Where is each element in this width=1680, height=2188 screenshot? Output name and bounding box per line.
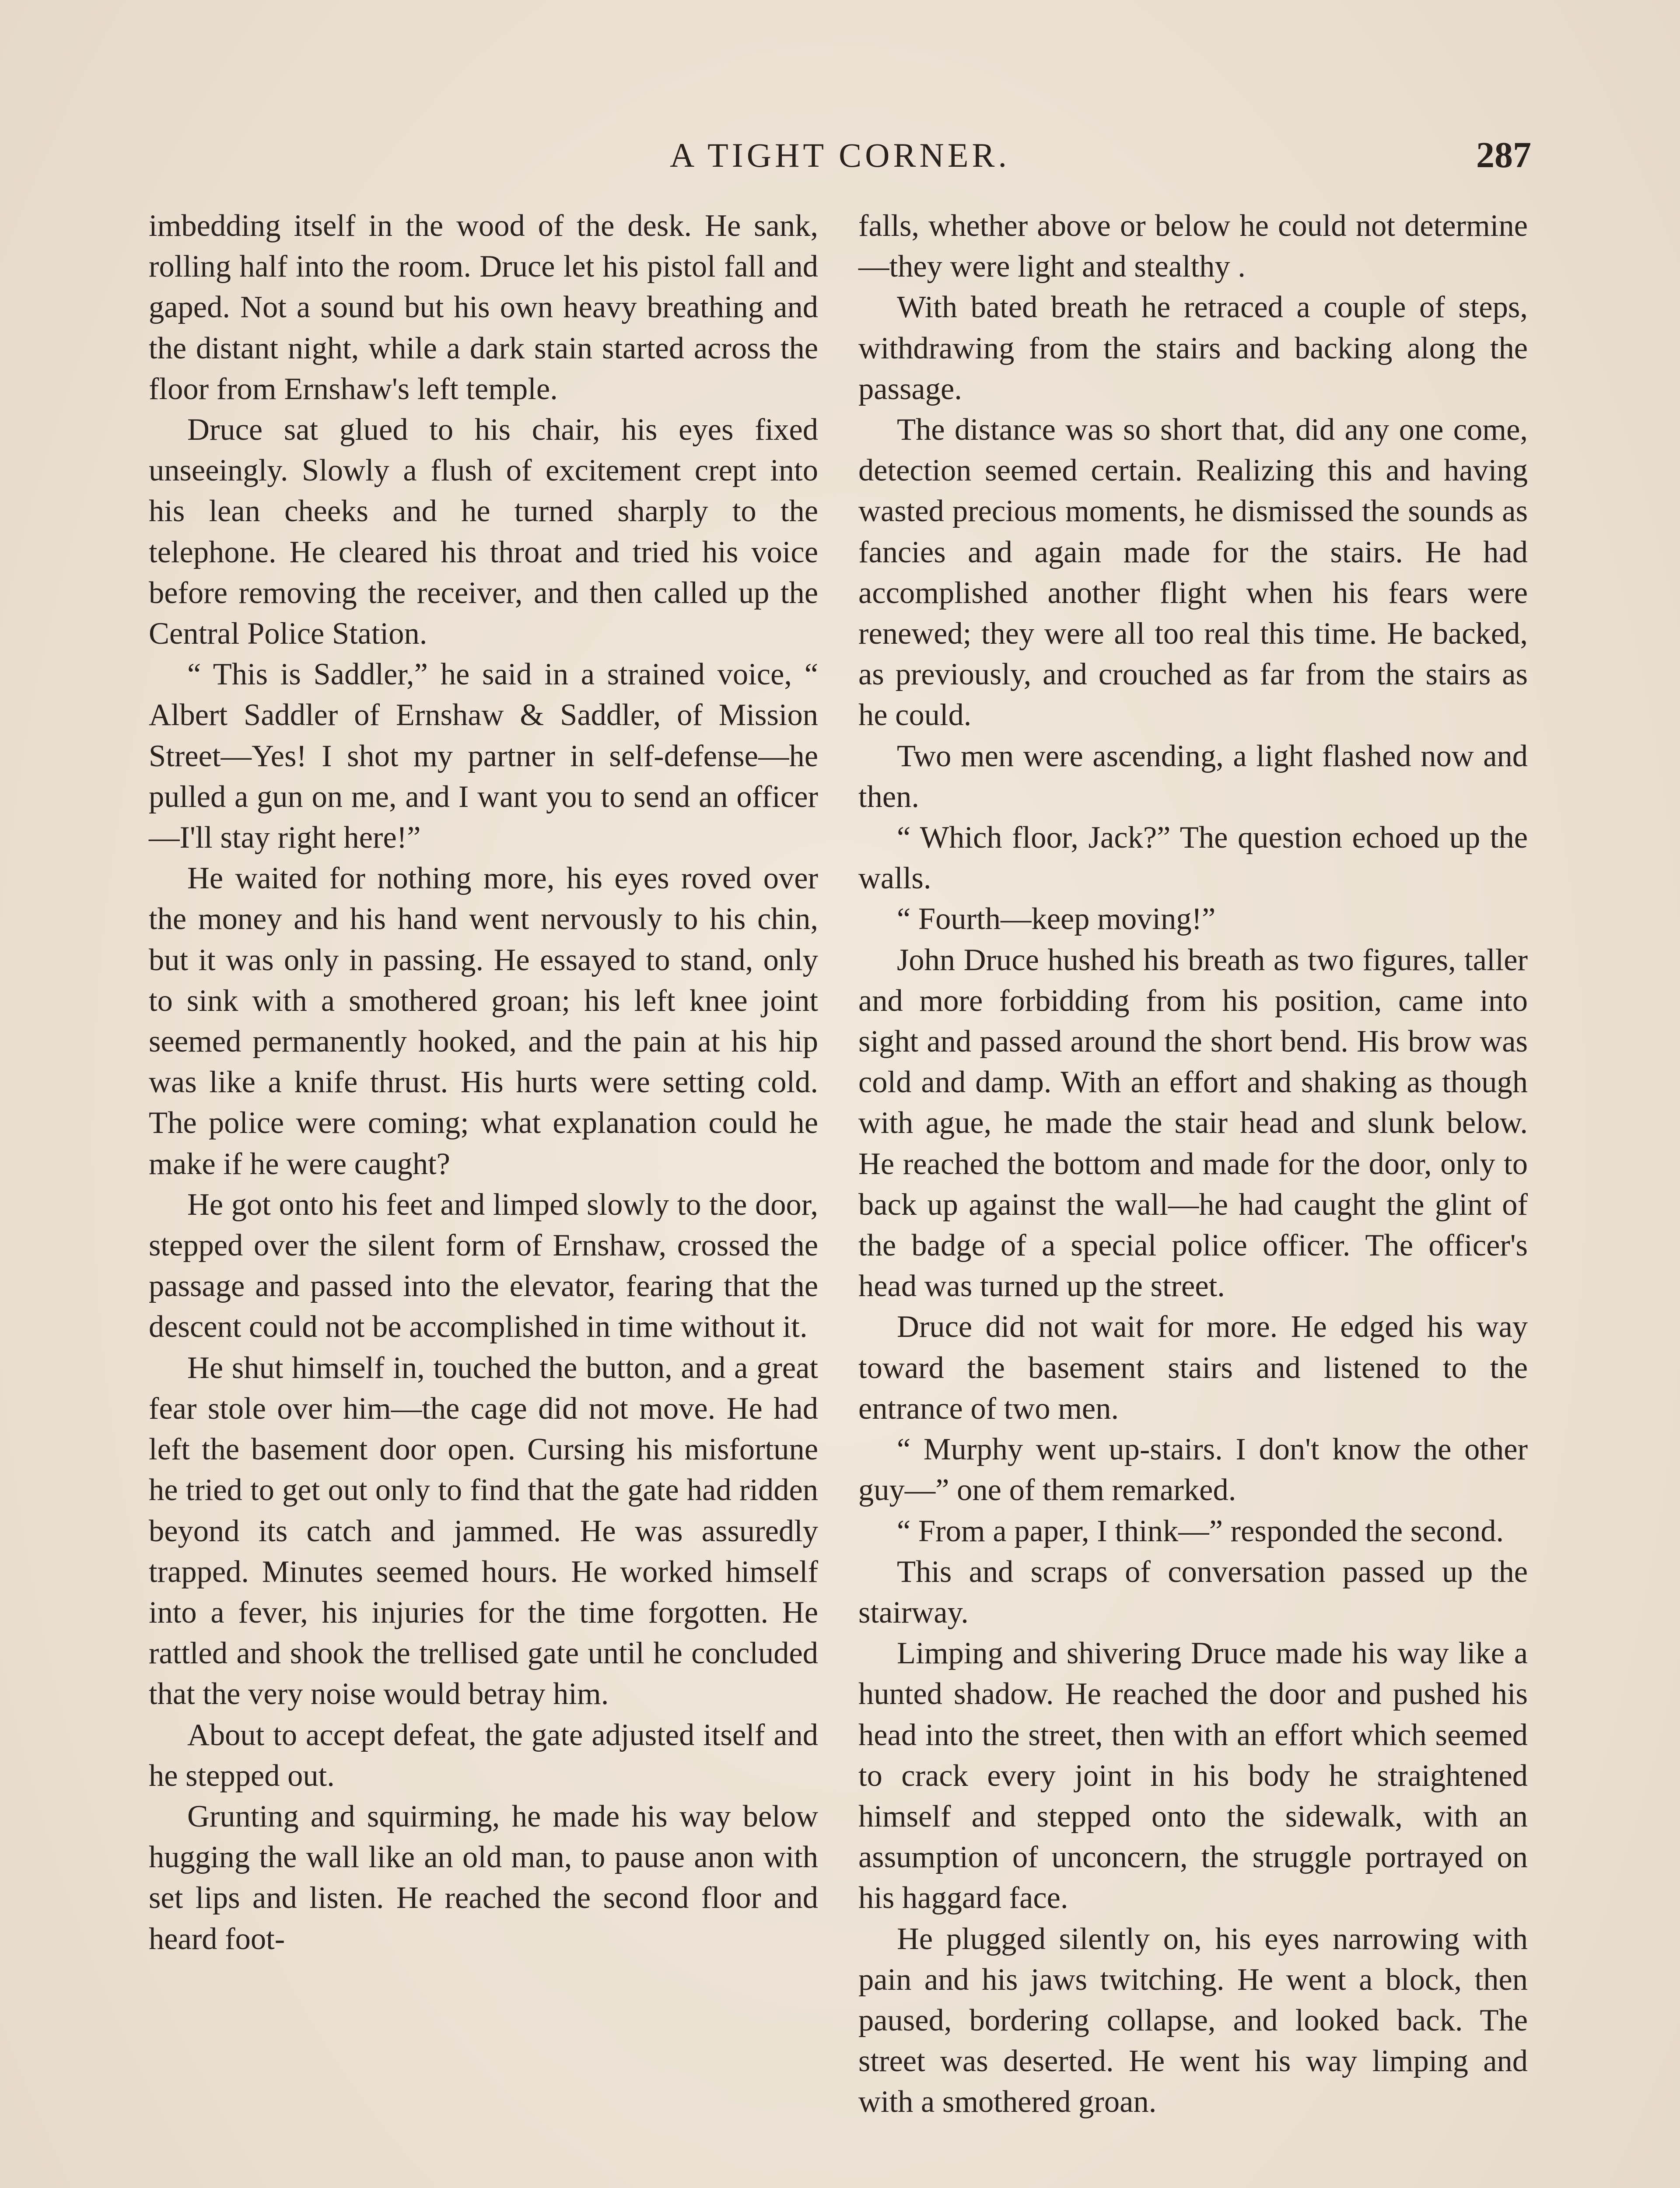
paragraph: He plugged silently on, his eyes narrowing with pain and his jaws twitching. He went a block, then paused, bordering collapse, and looked back. The street was deserted. He went his way limping and with a smothered groan. xyxy=(858,1922,1528,2119)
paragraph: Druce did not wait for more. He edged his way toward the basement stairs and listened to the entrance of two men. xyxy=(858,1310,1528,1426)
text-column-right xyxy=(858,206,1528,2123)
paragraph: He shut himself in, touched the button, and a great fear stole over him—the cage did not move. He had left the basement door open. Cursing his misfortune he tried to get out only to find that the gate had ridden beyond its catch and jammed. He was assuredly trapped. Minutes seemed hours. He worked himself into a fever, his injuries for the time forgotten. He rattled and shook the trellised gate until he concluded that the very noise would betray him. xyxy=(149,1350,818,1711)
paragraph: “ Which floor, Jack?” The question echoed up the walls. xyxy=(858,820,1528,896)
paragraph: Grunting and squirming, he made his way below hugging the wall like an old man, to pause anon with set lips and listen. He reached the second floor and heard foot- xyxy=(149,1799,818,1956)
paragraph: “ From a paper, I think—” responded the second. xyxy=(897,1514,1504,1548)
paragraph: falls, whether above or below he could not determine—they were light and stealthy . xyxy=(858,209,1528,284)
page-number: 287 xyxy=(1476,135,1531,175)
paragraph: He got onto his feet and limped slowly to the door, stepped over the silent form of Ernshaw, crossed the passage and passed into the elevator, fearing that the descent could not be accomplished in time without it. xyxy=(149,1187,818,1344)
page-header xyxy=(149,131,1531,179)
paragraph: He waited for nothing more, his eyes roved over the money and his hand went nervously to his chin, but it was only in passing. He essayed to stand, only to sink with a smothered groan; his left knee joint seemed permanently hooked, and the pain at his hip was like a knife thrust. His hurts were setting cold. The police were coming; what explanation could he make if he were caught? xyxy=(149,861,818,1181)
paragraph: “ This is Saddler,” he said in a strained voice, “ Albert Saddler of Ernshaw & Saddler, of Mission Street—Yes! I shot my partner in self-defense—he pulled a gun on me, and I want you to send an officer—I'll stay right here!” xyxy=(149,657,818,855)
paragraph: John Druce hushed his breath as two figures, taller and more forbidding from his position, came into sight and passed around the short bend. His brow was cold and damp. With an effort and shaking as though with ague, he made the stair head and slunk below. He reached the bottom and made for the door, only to back up against the wall—he had caught the glint of the badge of a special police officer. The officer's head was turned up the street. xyxy=(858,943,1528,1304)
paragraph: “ Murphy went up-stairs. I don't know the other guy—” one of them remarked. xyxy=(858,1432,1528,1508)
paragraph: With bated breath he retraced a couple of steps, withdrawing from the stairs and backing along the passage. xyxy=(858,290,1528,406)
paragraph: “ Fourth—keep moving!” xyxy=(897,902,1216,936)
text-column-left xyxy=(149,206,818,1960)
paragraph: The distance was so short that, did any one come, detection seemed certain. Realizing this and having wasted precious moments, he dismissed the sounds as fancies and again made for the stairs. He had accomplished another flight when his fears were renewed; they were all too real this time. He backed, as previously, and crouched as far from the stairs as he could. xyxy=(858,413,1528,733)
paragraph: Limping and shivering Druce made his way like a hunted shadow. He reached the door and pushed his head into the street, then with an effort which seemed to crack every joint in his body he straightened himself and stepped onto the sidewalk, with an assumption of unconcern, the struggle portrayed on his haggard face. xyxy=(858,1636,1528,1915)
running-title: A TIGHT CORNER. xyxy=(669,136,1010,174)
paragraph: This and scraps of conversation passed up the stairway. xyxy=(858,1554,1528,1630)
paragraph: Two men were ascending, a light flashed now and then. xyxy=(858,739,1528,814)
paragraph: About to accept defeat, the gate adjusted itself and he stepped out. xyxy=(149,1718,818,1793)
paragraph: Druce sat glued to his chair, his eyes fixed unseeingly. Slowly a flush of excitement crept into his lean cheeks and he turned sharply to the telephone. He cleared his throat and tried his voice before removing the receiver, and then called up the Central Police Station. xyxy=(149,413,818,651)
paragraph: imbedding itself in the wood of the desk. He sank, rolling half into the room. Druce let his pistol fall and gaped. Not a sound but his own heavy breathing and the distant night, while a dark stain started across the floor from Ernshaw's left temple. xyxy=(149,209,818,406)
